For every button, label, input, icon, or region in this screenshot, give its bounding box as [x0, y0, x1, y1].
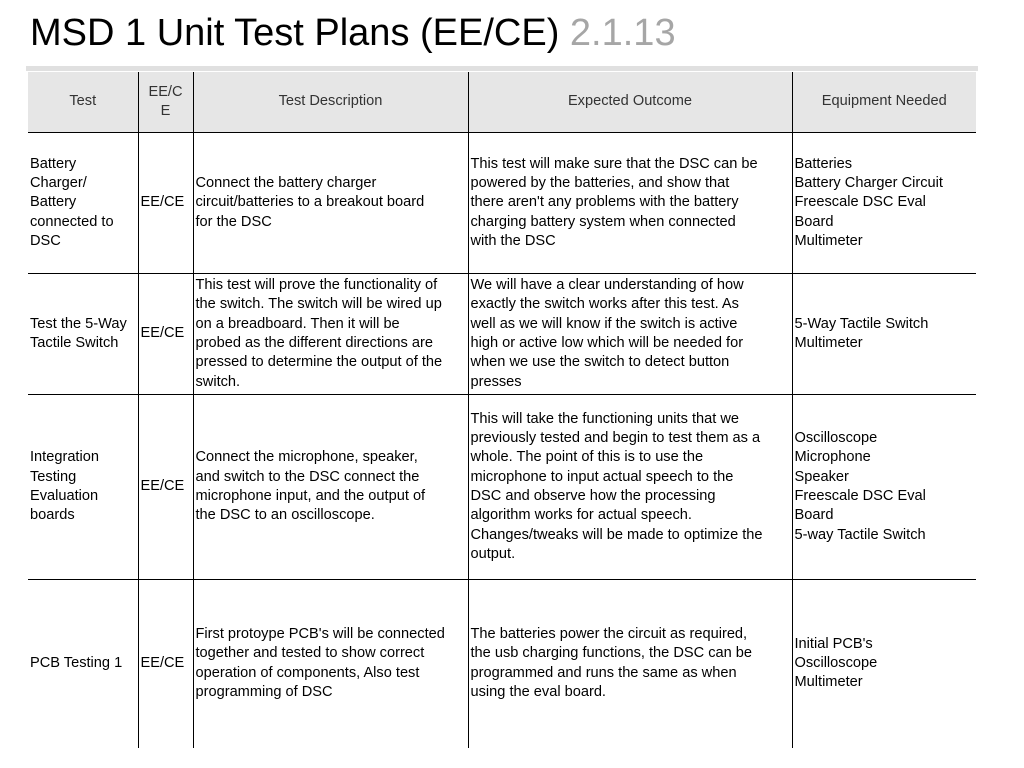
header-test: Test — [28, 72, 138, 133]
table-row — [28, 580, 976, 748]
cell-expected-outcome: This will take the functioning units that we previously tested and begin to test them as a whole. The point of this is to use the microphone to input actual speech to the DSC and observe how the processing algorithm works for actual speech. Changes/tweaks will be made to optimize the output. — [468, 395, 792, 580]
cell-test: PCB Testing 1 — [30, 655, 123, 672]
table-header-row — [28, 72, 976, 133]
cell-test: Test the 5-Way Tactile Switch — [28, 274, 138, 395]
table-row — [28, 274, 976, 395]
cell-test: Integration Testing Evaluation boards — [28, 395, 138, 580]
header-eece: EE/C E — [138, 72, 193, 133]
test-plan-table — [28, 72, 976, 748]
header-equipment-needed: Equipment Needed — [792, 72, 976, 133]
cell-test: Battery Charger/ Battery connected to DSC — [28, 133, 138, 274]
cell-expected-outcome: The batteries power the circuit as required, the usb charging functions, the DSC can be programmed and runs the same as when using the eval board. — [468, 580, 792, 748]
table-row — [28, 395, 976, 580]
title-divider — [26, 66, 978, 71]
cell-expected-outcome: This test will make sure that the DSC can be powered by the batteries, and show that there aren't any problems with the battery charging battery system when connected with the DSC — [468, 133, 792, 274]
title-version: 2.1.13 — [569, 12, 676, 54]
slide-title — [30, 10, 676, 56]
header-description: Test Description — [193, 72, 468, 133]
cell-description: Connect the microphone, speaker, and switch to the DSC connect the microphone input, and the output of the DSC to an oscilloscope. — [193, 395, 468, 580]
table-row — [28, 133, 976, 274]
cell-eece: EE/CE — [138, 133, 193, 274]
cell-equipment: Initial PCB's Oscilloscope Multimeter — [792, 580, 976, 748]
cell-description: This test will prove the functionality of the switch. The switch will be wired up on a breadboard. Then it will be probed as the different directions are pressed to determine the output of the switch. — [193, 274, 468, 395]
cell-equipment: Oscilloscope Microphone Speaker Freescale DSC Eval Board 5-way Tactile Switch — [792, 395, 976, 580]
cell-expected-outcome: We will have a clear understanding of how exactly the switch works after this test. As well as we will know if the switch is active high or active low which will be needed for when we use the switch to detect button presses — [468, 274, 792, 395]
cell-equipment: 5-Way Tactile Switch Multimeter — [792, 274, 976, 395]
title-text: MSD 1 Unit Test Plans (EE/CE) — [30, 12, 560, 54]
cell-equipment: Batteries Battery Charger Circuit Freescale DSC Eval Board Multimeter — [792, 133, 976, 274]
cell-description: Connect the battery charger circuit/batteries to a breakout board for the DSC — [193, 133, 468, 274]
cell-eece: EE/CE — [138, 274, 193, 395]
cell-description: First protoype PCB's will be connected together and tested to show correct operation of components, Also test programming of DSC — [193, 580, 468, 748]
cell-eece: EE/CE — [138, 580, 193, 748]
header-expected-outcome: Expected Outcome — [468, 72, 792, 133]
cell-eece: EE/CE — [138, 395, 193, 580]
